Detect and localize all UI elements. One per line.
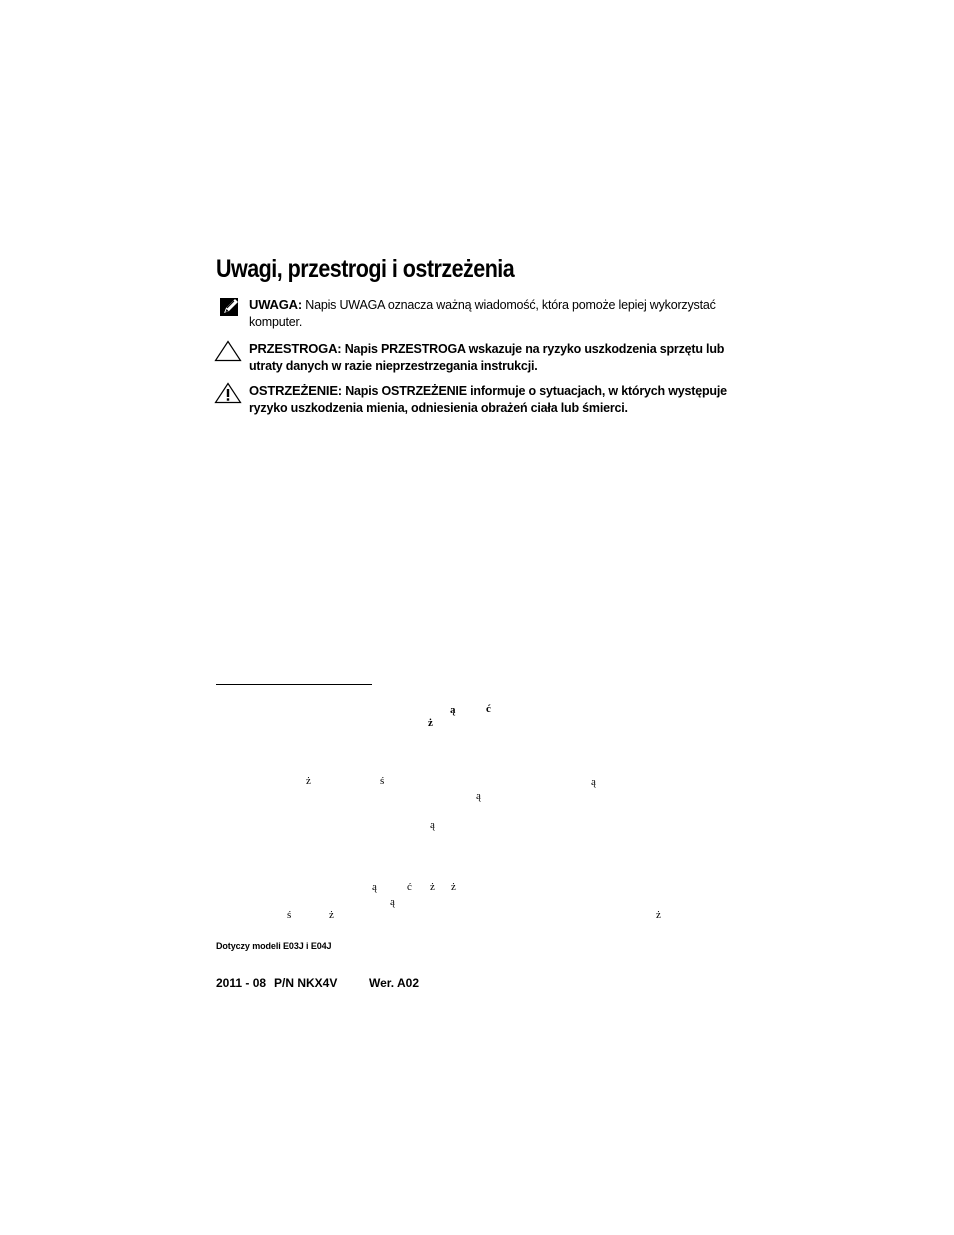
residual-glyph: ż <box>430 881 435 893</box>
note-notice <box>214 296 734 331</box>
residual-glyph: ż <box>451 881 456 893</box>
footnote-separator <box>216 684 372 685</box>
residual-glyph: ś <box>380 775 385 787</box>
note-pencil-icon <box>214 296 242 320</box>
footer-date: 2011 - 08 <box>216 976 267 990</box>
residual-glyph: ą <box>390 896 395 908</box>
warning-label: OSTRZEŻENIE: <box>249 383 342 398</box>
page-title: Uwagi, przestrogi i ostrzeżenia <box>216 255 515 283</box>
document-footer <box>216 976 419 990</box>
residual-glyph: ą <box>591 776 596 788</box>
note-label: UWAGA: <box>249 297 302 312</box>
residual-glyph: ą <box>372 881 377 893</box>
footer-revision: Wer. A02 <box>369 976 420 990</box>
footer-part-number: P/N NKX4V <box>274 976 338 990</box>
residual-glyph: ż <box>306 775 311 787</box>
warning-text: Napis OSTRZEŻENIE informuje o sytuacjach, w których występuje ryzyko uszkodzenia mienia, odniesienia obrażeń ciała lub śmierci. <box>249 384 727 415</box>
residual-glyph: ś <box>287 909 292 921</box>
note-text: Napis UWAGA oznacza ważną wiadomość, która pomoże lepiej wykorzystać komputer. <box>249 298 716 329</box>
residual-glyph: ż <box>656 909 661 921</box>
residual-glyph: ą <box>450 704 456 716</box>
caution-text: Napis PRZESTROGA wskazuje na ryzyko uszkodzenia sprzętu lub utraty danych w razie nieprzestrzegania instrukcji. <box>249 342 725 373</box>
residual-glyph: ż <box>428 717 433 729</box>
residual-glyph: ą <box>476 790 481 802</box>
residual-glyph: ć <box>486 703 491 715</box>
warning-exclamation-triangle-icon <box>214 382 242 406</box>
caution-label: PRZESTROGA: <box>249 341 342 356</box>
residual-glyph: ć <box>407 881 412 893</box>
residual-glyph: ż <box>329 909 334 921</box>
models-line: Dotyczy modeli E03J i E04J <box>216 941 332 951</box>
caution-triangle-icon <box>214 340 242 364</box>
caution-notice <box>214 340 734 375</box>
warning-notice <box>214 382 734 417</box>
residual-glyph: ą <box>430 819 435 831</box>
